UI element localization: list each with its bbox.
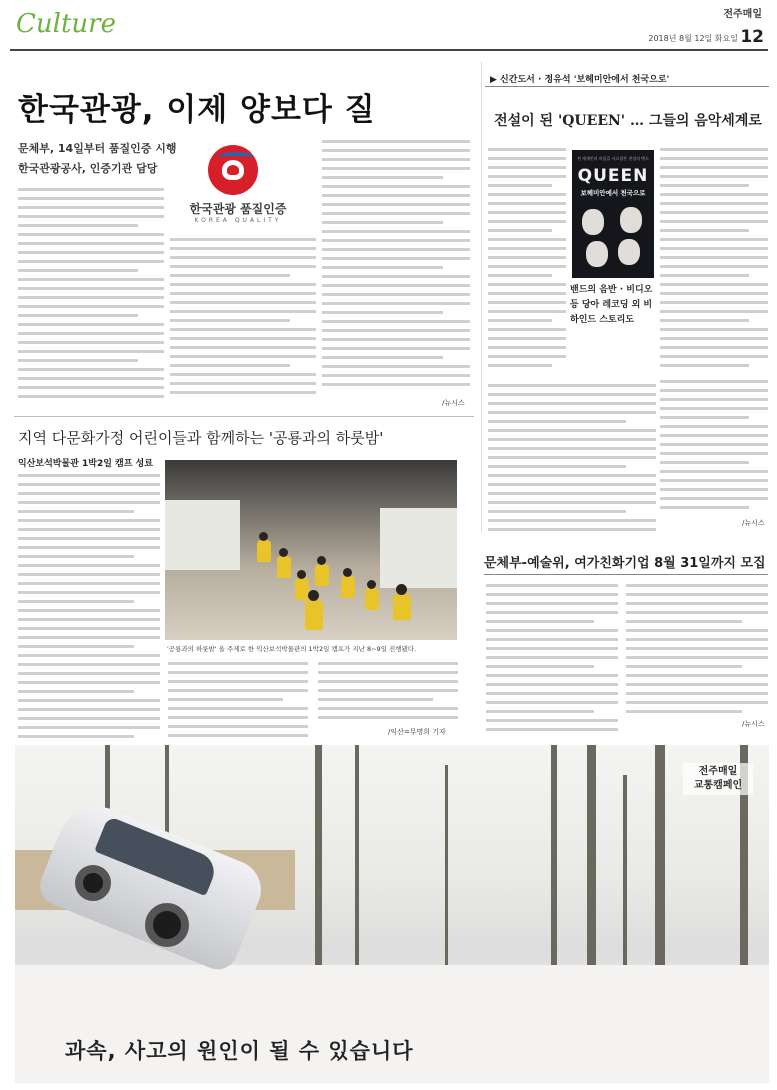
book-byline: /뉴시스 xyxy=(742,519,765,527)
lead-byline: /뉴시스 xyxy=(442,399,465,407)
snow-ground xyxy=(15,965,769,1083)
leisure-rule xyxy=(484,574,768,575)
column-divider xyxy=(481,62,482,532)
campaign-label xyxy=(683,763,753,795)
camp-body-col-1 xyxy=(18,474,160,742)
leisure-body-col-2 xyxy=(626,584,768,716)
logo-text: 한국관광 품질인증 xyxy=(189,202,287,216)
camp-body-col-3 xyxy=(318,662,458,726)
page-number: 12 xyxy=(740,27,764,47)
book-subtitle: 보헤미안에서 천국으로 xyxy=(580,189,646,197)
lead-body-col-3 xyxy=(322,140,470,390)
campaign-title: 교통캠페인 xyxy=(693,780,743,791)
book-body-col-2 xyxy=(660,148,768,372)
book-title: QUEEN xyxy=(577,166,649,186)
section-title: Culture xyxy=(16,9,116,39)
camp-byline: /익산=무명희 기자 xyxy=(388,728,446,736)
book-cover-image xyxy=(572,150,654,278)
header-rule xyxy=(10,49,768,51)
leisure-body-col-1 xyxy=(486,584,618,736)
lead-headline: 한국관광, 이제 양보다 질 xyxy=(18,92,376,128)
leisure-headline: 문체부-예술위, 여가친화기업 8월 31일까지 모집 xyxy=(484,556,766,571)
book-kicker: ▶ 신간도서 · 정유석 '보헤미안에서 천국으로' xyxy=(490,75,670,85)
book-tagline: 전 세계인의 마음을 사로잡은 전설의 밴드 xyxy=(576,156,650,161)
campaign-paper: 전주매일 xyxy=(698,766,738,777)
camp-kicker: 익산보석박물관 1박2일 캠프 성료 xyxy=(18,459,153,469)
logo-inner-mark xyxy=(222,160,244,180)
lead-subheadline-2: 한국관광공사, 인증기관 담당 xyxy=(18,162,158,175)
camp-headline: 지역 다문화가정 어린이들과 함께하는 '공룡과의 하룻밤' xyxy=(18,429,384,447)
kicker-rule xyxy=(485,86,769,87)
camp-photo xyxy=(165,460,457,640)
book-body-col-4 xyxy=(660,380,768,512)
book-body-col-1 xyxy=(488,148,566,378)
book-caption: 밴드의 음반 · 비디오 등 당아 레코딩 외 비하인드 스토리도 xyxy=(570,285,653,325)
paper-name: 전주매일 xyxy=(723,9,762,20)
lead-body-col-1 xyxy=(18,188,164,398)
issue-date: 2018년 8월 12일 화요일 xyxy=(648,34,738,43)
camp-photo-caption: '공룡과의 하룻밤' 올 주제로 한 익산보석박물관의 1박2일 캠프가 지난 8~9일 진행됐다. xyxy=(167,645,417,653)
crashed-car xyxy=(34,795,270,976)
campaign-slogan: 과속, 사고의 원인이 될 수 있습니다 xyxy=(65,1039,414,1063)
logo-subtext: KOREA QUALITY xyxy=(194,217,282,224)
lead-body-col-2 xyxy=(170,238,316,396)
traffic-campaign-photo xyxy=(15,745,769,1083)
section-rule xyxy=(14,416,474,417)
book-headline: 전설이 된 'QUEEN' … 그들의 음악세계로 xyxy=(494,113,762,129)
masthead xyxy=(10,5,770,45)
band-faces-image xyxy=(580,205,646,271)
book-body-col-3 xyxy=(488,384,656,532)
lead-subheadline-1: 문체부, 14일부터 품질인증 시행 xyxy=(18,142,177,155)
camp-body-col-2 xyxy=(168,662,308,740)
leisure-byline: /뉴시스 xyxy=(742,720,765,728)
